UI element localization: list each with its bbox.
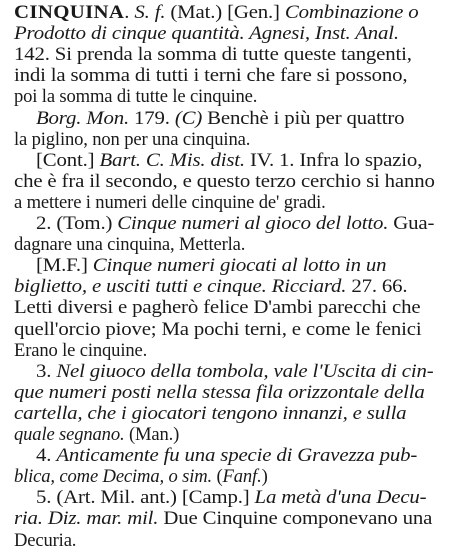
entry-text: indi la somma di tutti i terni che fare si possono, [14,65,408,87]
italic-text: Fanf. [222,466,262,488]
italic-text: blica, come Decima, o sim. [14,466,212,488]
entry-text: 27. 66. [346,276,408,298]
italic-text: Bart. C. Mis. dist. [99,149,245,171]
entry-text: dagnare una cinquina, Metterla. [14,234,246,256]
italic-text: Borg. Mon. [36,107,129,129]
entry-text: che è fra il secondo, e questo terzo cerchio si hanno [14,170,435,192]
entry-line [14,508,432,530]
entry-text: poi la somma di tutte le cinquine. [14,86,258,108]
italic-text: Cinque numeri al gioco del lotto. [117,213,389,234]
italic-text: Prodotto di cinque quantità. Agnesi, Inst. Anal. [14,23,399,45]
entry-line [14,276,407,298]
entry-line [14,65,407,87]
entry-text: 4. [36,445,57,467]
italic-text: cartella, che i giocatori tengono innanzi, e sulla [14,402,407,424]
entry-line [36,487,426,509]
entry-text: la piglino, non per una cinquina. [14,128,251,150]
entry-text: ) [261,466,268,488]
entry-line [14,424,179,446]
entry-text: 5. (Art. Mil. ant.) [Camp.] [36,487,255,509]
entry-text: ( [212,466,223,488]
entry-line [14,319,421,341]
headword: CINQUINA [14,2,125,23]
italic-text: La metà d'una Decu- [254,487,427,509]
entry-text: IV. 1. Infra lo spazio, [244,149,423,171]
entry-text: 2. (Tom.) [36,213,118,234]
entry-line [14,530,76,552]
entry-text: a mettere i numeri delle cinquine de' gradi. [14,191,326,213]
entry-text: . [124,2,135,23]
entry-line [36,150,422,172]
italic-text: Anticamente fu una specie di Gravezza pub- [56,445,418,467]
italic-text: biglietto, e usciti tutti e cinque. Ricciard. [14,276,347,298]
entry-text: quell'orcio piove; Ma pochi terni, e come le fenici [14,318,422,340]
entry-text: Due Cinquine componevano una [158,508,433,530]
entry-line [36,255,386,277]
italic-text: que numeri posti nella stessa fila orizzontale della [14,381,425,403]
entry-line [14,2,418,24]
entry-line [14,129,250,151]
entry-line [14,192,326,214]
entry-text: [Cont.] [36,149,100,171]
entry-line [36,361,433,383]
entry-line [14,234,245,256]
entry-text: Decuria. [14,529,77,551]
entry-line [14,403,406,425]
entry-line [36,445,417,467]
entry-line [14,44,412,66]
entry-line [14,297,420,319]
italic-text: quale segnano. [14,424,125,445]
entry-text: 142. Si prenda la somma di tutte queste tangenti, [14,44,412,66]
entry-text: (Man.) [124,424,180,445]
entry-text: Letti diversi e pagherò felice D'ambi parecchi che [14,297,421,319]
italic-text: ria. Diz. mar. mil. [14,508,159,530]
entry-line [14,466,268,488]
entry-line [14,23,399,45]
italic-text: S. f. [134,2,166,23]
italic-text: Combinazione o [284,2,419,23]
entry-text: Erano le cinquine. [14,339,148,361]
entry-text: 3. [36,360,57,382]
entry-text: Gua- [388,213,435,234]
entry-line [36,213,434,235]
entry-text: Benchè i più per quattro [202,107,405,129]
entry-line [14,382,425,404]
italic-text: Nel giuoco della tombola, vale l'Uscita di cin- [56,360,434,382]
italic-text: (C) [174,107,203,129]
entry-line [36,108,404,130]
entry-line [14,86,257,108]
entry-text: 179. [128,107,175,129]
entry-line [14,171,435,193]
entry-text: (Mat.) [Gen.] [165,2,285,23]
entry-line [14,340,147,362]
italic-text: Cinque numeri giocati al lotto in un [92,255,387,277]
entry-text: [M.F.] [36,255,93,277]
